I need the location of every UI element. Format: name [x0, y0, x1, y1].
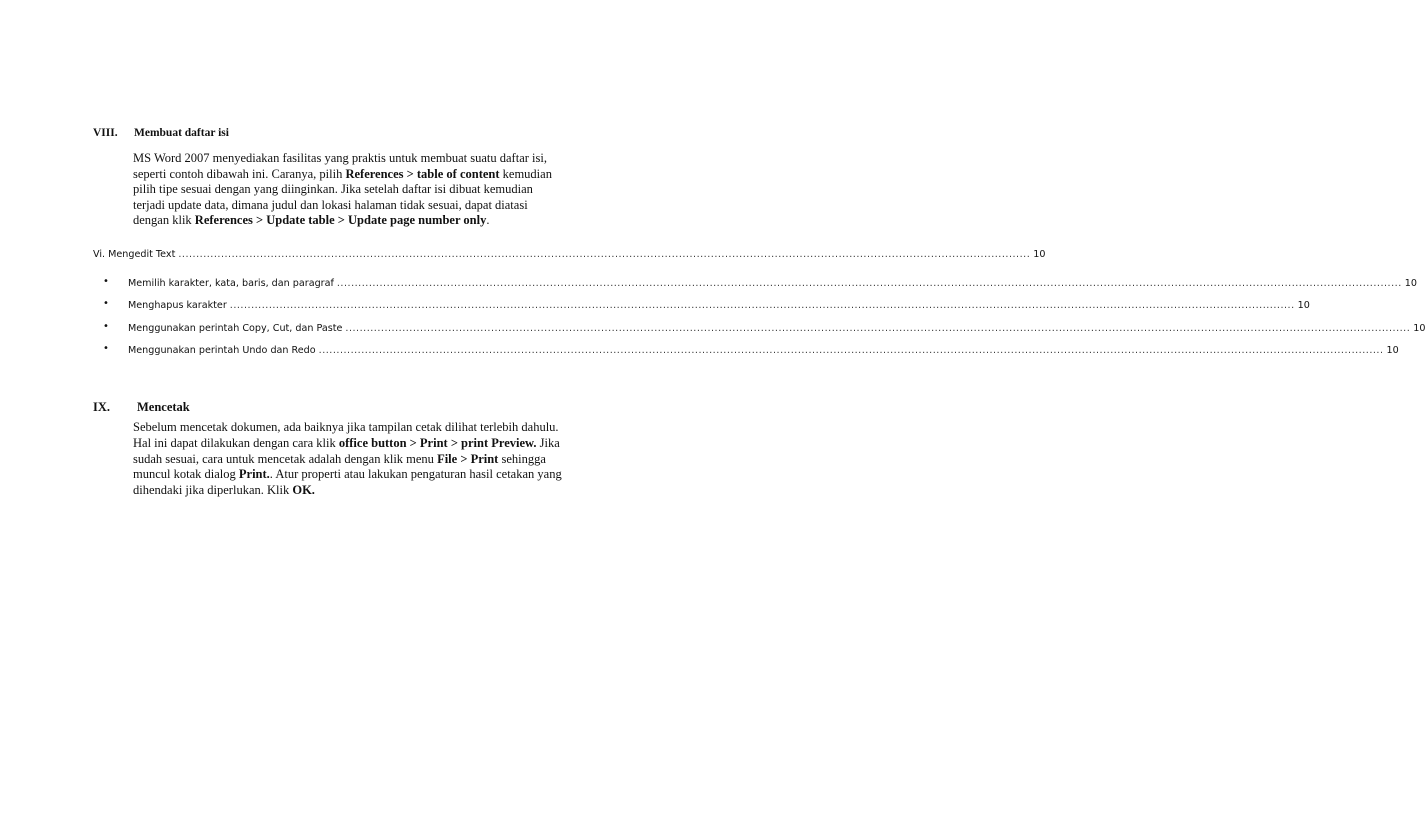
paragraph-line — [133, 483, 558, 499]
toc-sub-text: Menghapus karakter — [128, 300, 227, 311]
toc-sub-page: 10 — [1386, 345, 1399, 356]
toc-sub-page: 10 — [1404, 278, 1417, 289]
paragraph-line — [133, 198, 558, 214]
paragraph-line — [133, 167, 558, 183]
toc-sub-page: 10 — [1297, 300, 1310, 311]
section-viii-number: VIII. — [93, 127, 118, 139]
toc-sub-entry — [128, 343, 1399, 356]
paragraph-line — [133, 420, 558, 436]
text-run: sudah sesuai, cara untuk mencetak adalah dengan klik menu — [133, 451, 438, 466]
toc-sub-entry — [128, 321, 1426, 334]
text-run: dengan klik — [133, 213, 195, 228]
toc-leader-dots: ............................................................................................................................................................................................................................................................................................................ — [229, 300, 1295, 311]
text-run: kemudian — [499, 166, 552, 181]
paragraph-line — [133, 436, 558, 452]
toc-sub-text: Memilih karakter, kata, baris, dan paragraf — [128, 278, 334, 289]
toc-main-entry — [93, 247, 1046, 260]
toc-leader-dots: ............................................................................................................................................................................................................................................................................................................ — [336, 278, 1402, 289]
text-run: terjadi update data, dimana judul dan lokasi halaman tidak sesuai, dapat diatasi — [133, 197, 528, 212]
text-run: . — [486, 213, 490, 228]
bullet-icon: • — [103, 321, 109, 332]
toc-main-text: Vi. Mengedit Text — [93, 249, 176, 260]
text-run: . Atur properti atau lakukan pengaturan hasil cetakan yang — [269, 467, 562, 482]
bold-text-run: OK. — [292, 483, 315, 498]
text-run: sehingga — [498, 451, 546, 466]
bold-text-run: office button > Print > print Preview. — [338, 435, 537, 450]
section-ix-title: Mencetak — [137, 400, 190, 414]
toc-leader-dots: ............................................................................................................................................................................................................................................................................................................ — [345, 323, 1411, 334]
bold-text-run: References > table of content — [345, 166, 500, 181]
bold-text-run: Print. — [238, 467, 270, 482]
text-run: Hal ini dapat dilakukan dengan cara klik — [133, 435, 339, 450]
paragraph-line — [133, 151, 558, 167]
text-run: muncul kotak dialog — [133, 467, 239, 482]
bullet-icon: • — [103, 298, 109, 309]
toc-main-page: 10 — [1033, 249, 1046, 260]
text-run: MS Word 2007 menyediakan fasilitas yang praktis untuk membuat suatu daftar isi, — [133, 151, 547, 165]
paragraph-line — [133, 182, 558, 198]
toc-leader-dots: ............................................................................................................................................................................................................................................................................................................ — [318, 345, 1384, 356]
paragraph-line — [133, 452, 558, 468]
text-run: Sebelum mencetak dokumen, ada baiknya jika tampilan cetak dilihat terlebih dahulu. — [133, 420, 559, 434]
bullet-icon: • — [103, 276, 109, 287]
toc-sub-entry — [128, 276, 1417, 289]
section-ix-paragraph — [133, 420, 562, 499]
paragraph-line — [133, 467, 562, 483]
text-run: dihendaki jika diperlukan. Klik — [133, 483, 293, 498]
bullet-icon: • — [103, 343, 109, 354]
toc-sub-page: 10 — [1413, 323, 1426, 334]
text-run: Jika — [536, 435, 560, 450]
toc-sub-entry — [128, 298, 1310, 311]
text-run: seperti contoh dibawah ini. Caranya, pilih — [133, 166, 346, 181]
bold-text-run: File > Print — [437, 451, 499, 466]
toc-sub-text: Menggunakan perintah Copy, Cut, dan Paste — [128, 323, 343, 334]
section-viii-title: Membuat daftar isi — [134, 127, 229, 139]
section-viii-paragraph — [133, 151, 558, 229]
paragraph-line — [133, 213, 558, 229]
toc-sub-text: Menggunakan perintah Undo dan Redo — [128, 345, 316, 356]
section-ix-number: IX. — [93, 400, 111, 414]
bold-text-run: References > Update table > Update page number only — [194, 213, 487, 228]
text-run: pilih tipe sesuai dengan yang diinginkan. Jika setelah daftar isi dibuat kemudian — [133, 182, 533, 197]
toc-leader-dots: ................................................................................................................................................................................................................................................ — [178, 249, 1031, 260]
